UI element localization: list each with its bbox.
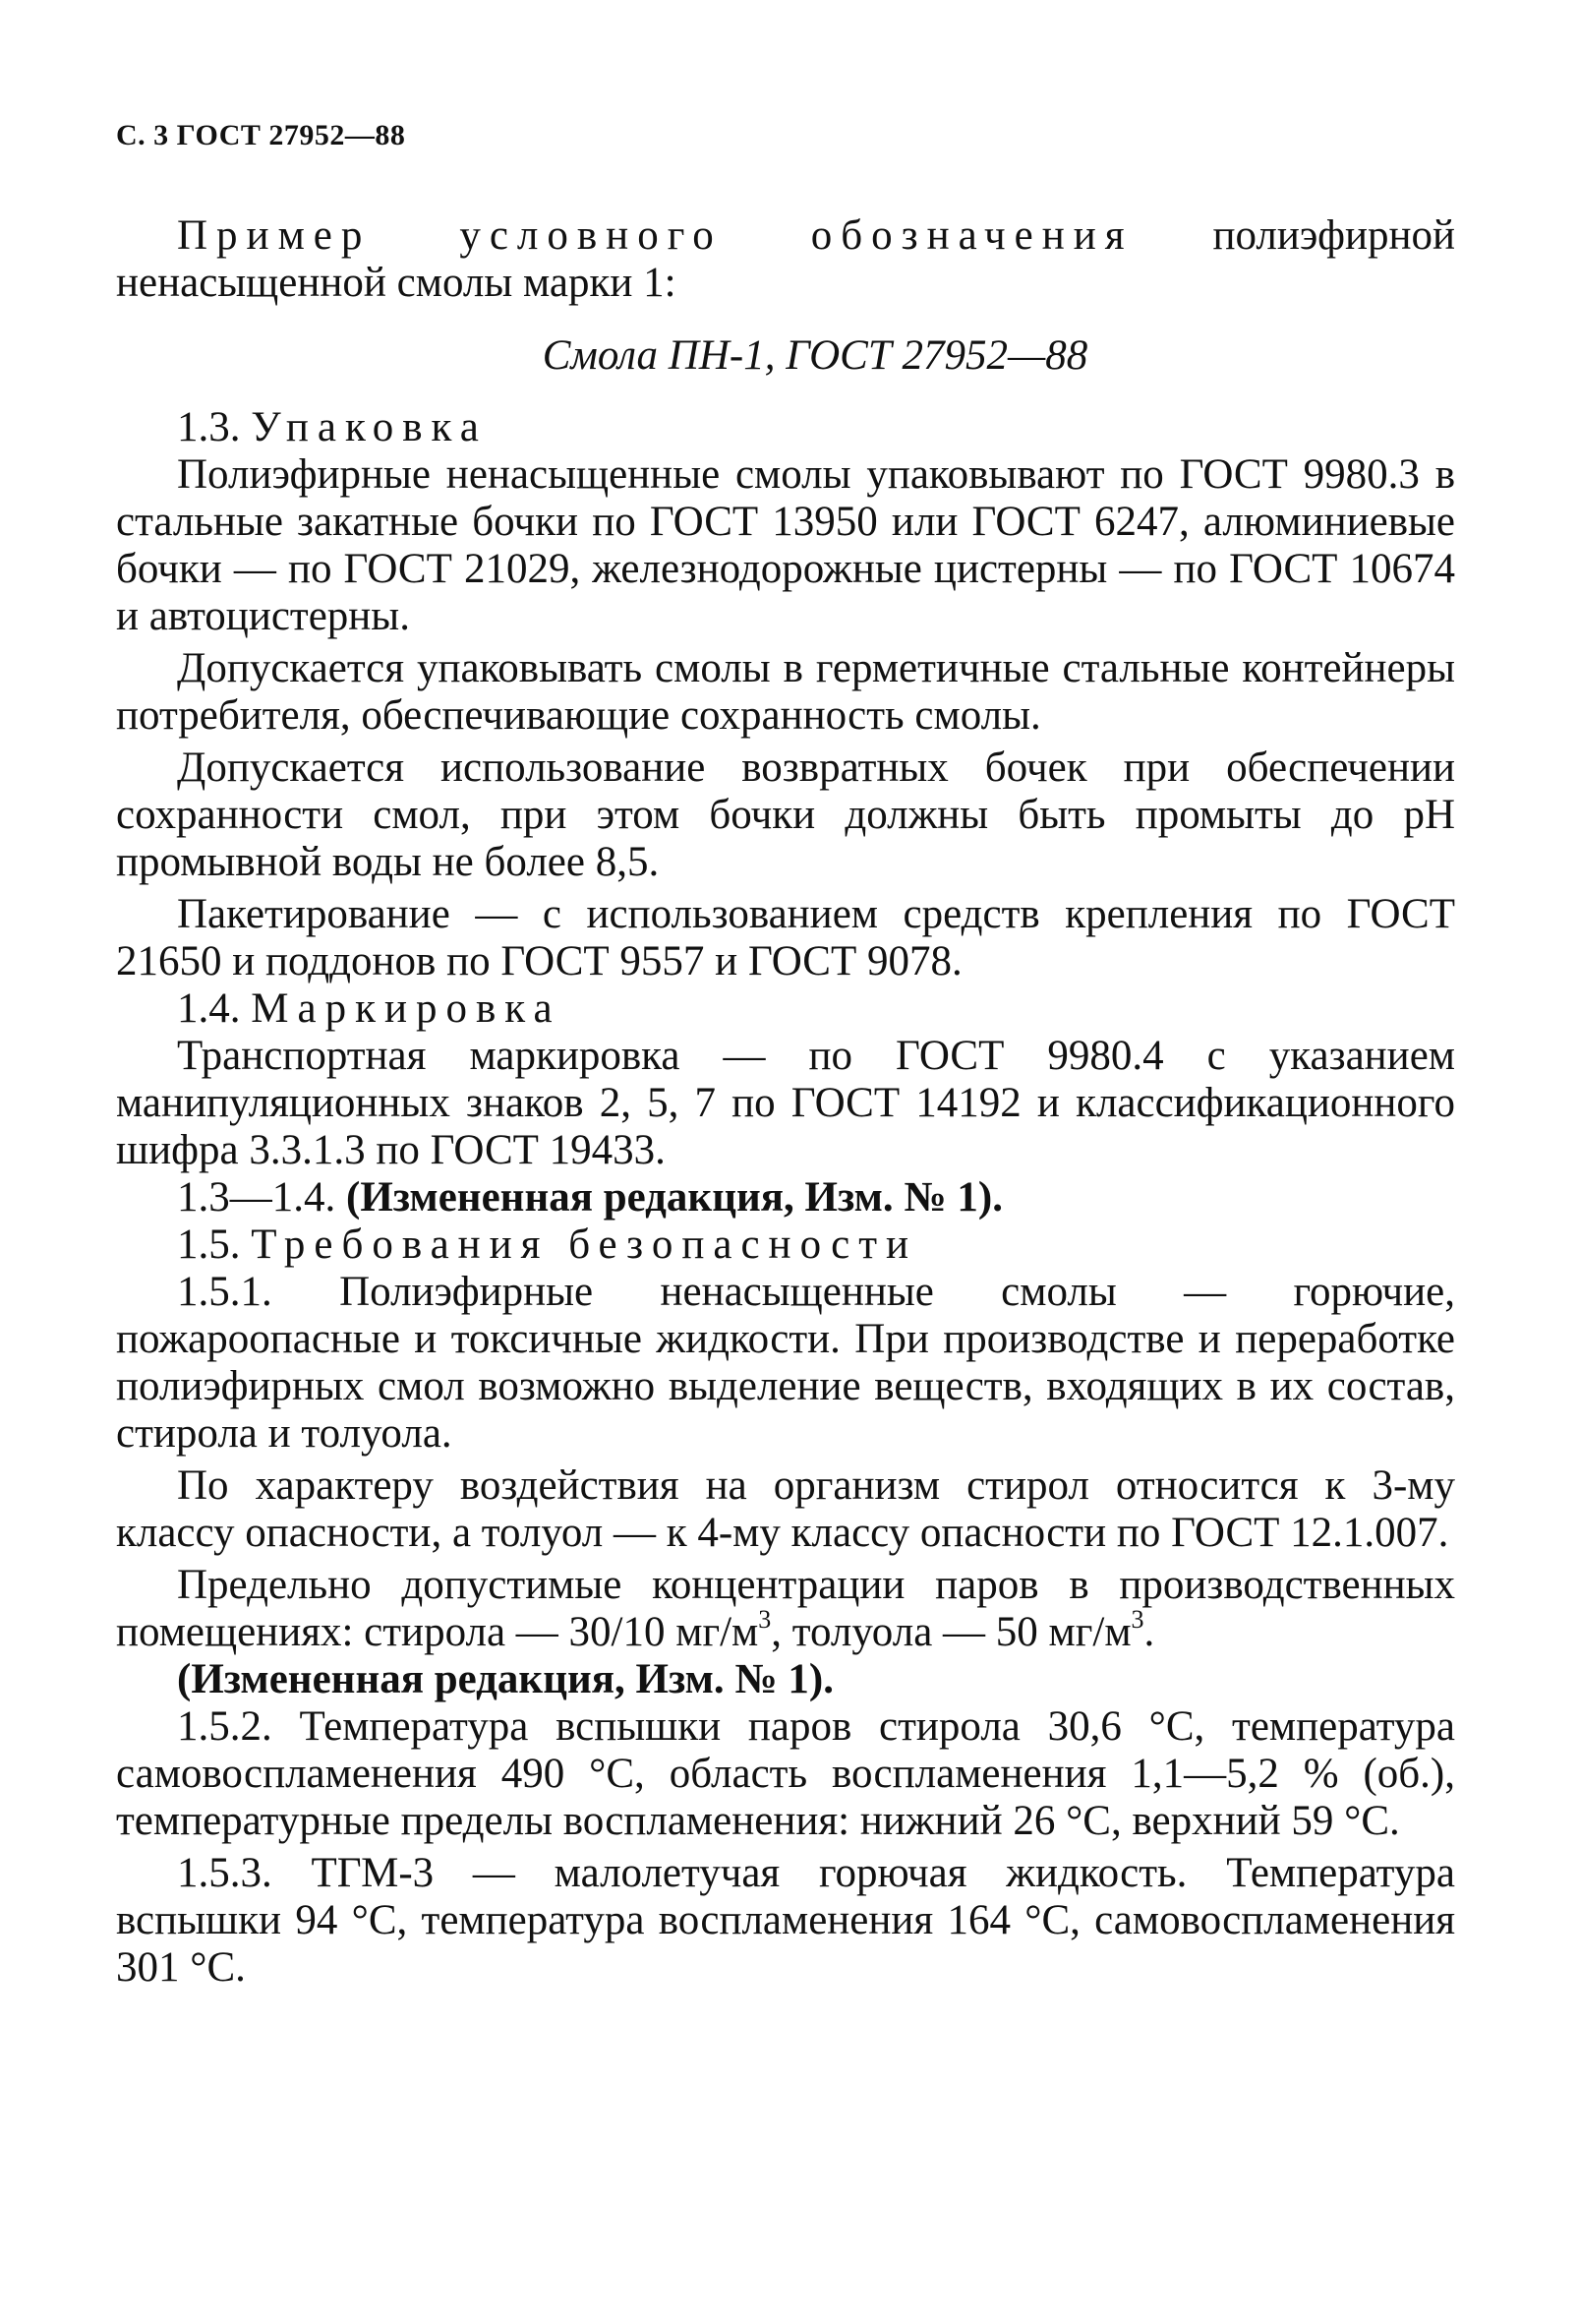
superscript-3: 3 — [758, 1605, 772, 1634]
section-title: Требования безопасности — [251, 1222, 918, 1268]
section-heading-packing — [116, 404, 1455, 451]
page-header: С. 3 ГОСТ 27952—88 — [116, 119, 406, 151]
superscript-3: 3 — [1131, 1605, 1144, 1634]
safety-paragraph-1-5-2: 1.5.2. Температура вспышки паров стирола 30,6 °С, температура самовоспламенения 490 °С, область воспламенения 1,1—5,2 % (об.), температурные пределы воспламенения: нижний 26 °С, верхний 59 °С. — [116, 1703, 1455, 1844]
document-page — [116, 116, 1455, 1992]
designation-formula: Смола ПН-1, ГОСТ 27952—88 — [542, 332, 1088, 379]
section-title: Маркировка — [251, 985, 561, 1032]
section-heading-marking — [116, 985, 1455, 1033]
amendment-ref: 1.3—1.4. — [177, 1174, 346, 1221]
amendment-note-1 — [116, 1174, 1455, 1222]
packing-paragraph-4: Пакетирование — с использованием средств крепления по ГОСТ 21650 и поддонов по ГОСТ 9557 и ГОСТ 9078. — [116, 891, 1455, 984]
section-number: 1.4. — [177, 985, 241, 1032]
marking-paragraph: Транспортная маркировка — по ГОСТ 9980.4 с указанием манипуляционных знаков 2, 5, 7 по ГОСТ 14192 и классификационного шифра 3.3.1.3 по ГОСТ 19433. — [116, 1033, 1455, 1173]
safety-paragraph-1-5-3: 1.5.3. ТГМ-3 — малолетучая горючая жидкость. Температура вспышки 94 °С, температура воспламенения 164 °С, самовоспламенения 301 °С. — [116, 1850, 1455, 1991]
packing-paragraph-2: Допускается упаковывать смолы в герметичные стальные контейнеры потребителя, обеспечивающие сохранность смолы. — [116, 645, 1455, 739]
packing-paragraph-1: Полиэфирные ненасыщенные смолы упаковывают по ГОСТ 9980.3 в стальные закатные бочки по ГОСТ 13950 или ГОСТ 6247, алюминиевые бочки — по ГОСТ 21029, железнодорожные цистерны — по ГОСТ 10674 и автоцистерны. — [116, 451, 1455, 639]
designation-example-rest: полиэфирной ненасыщенной смолы марки 1: — [116, 212, 1455, 306]
designation-example-spaced: Пример условного обозначения — [177, 212, 1134, 259]
section-title: Упаковка — [251, 404, 488, 450]
amendment-note-2: (Измененная редакция, Изм. № 1). — [177, 1656, 834, 1702]
section-heading-safety — [116, 1222, 1455, 1269]
concentration-text-a: Предельно допустимые концентрации паров в производственных помещениях: стирола — 30/10 мг/м — [116, 1562, 1455, 1655]
safety-paragraph-1-5-1: 1.5.1. Полиэфирные ненасыщенные смолы — горючие, пожароопасные и токсичные жидкости. При производстве и переработке полиэфирных смол возможно выделение веществ, входящих в их состав, стирола и толуола. — [116, 1269, 1455, 1457]
concentration-text-c: . — [1143, 1609, 1155, 1655]
section-number: 1.3. — [177, 404, 241, 450]
packing-paragraph-3: Допускается использование возвратных бочек при обеспечении сохранности смол, при этом бочки должны быть промыты до pH промывной воды не более 8,5. — [116, 745, 1455, 885]
designation-example-paragraph — [116, 212, 1455, 307]
amendment-text: (Измененная редакция, Изм. № 1). — [346, 1174, 1003, 1221]
safety-concentration-paragraph — [116, 1562, 1455, 1656]
concentration-text-b: , толуола — 50 мг/м — [771, 1609, 1132, 1655]
section-number: 1.5. — [177, 1222, 241, 1268]
safety-hazard-class-paragraph: По характеру воздействия на организм стирол относится к 3-му классу опасности, а толуол — к 4-му классу опасности по ГОСТ 12.1.007. — [116, 1462, 1455, 1556]
